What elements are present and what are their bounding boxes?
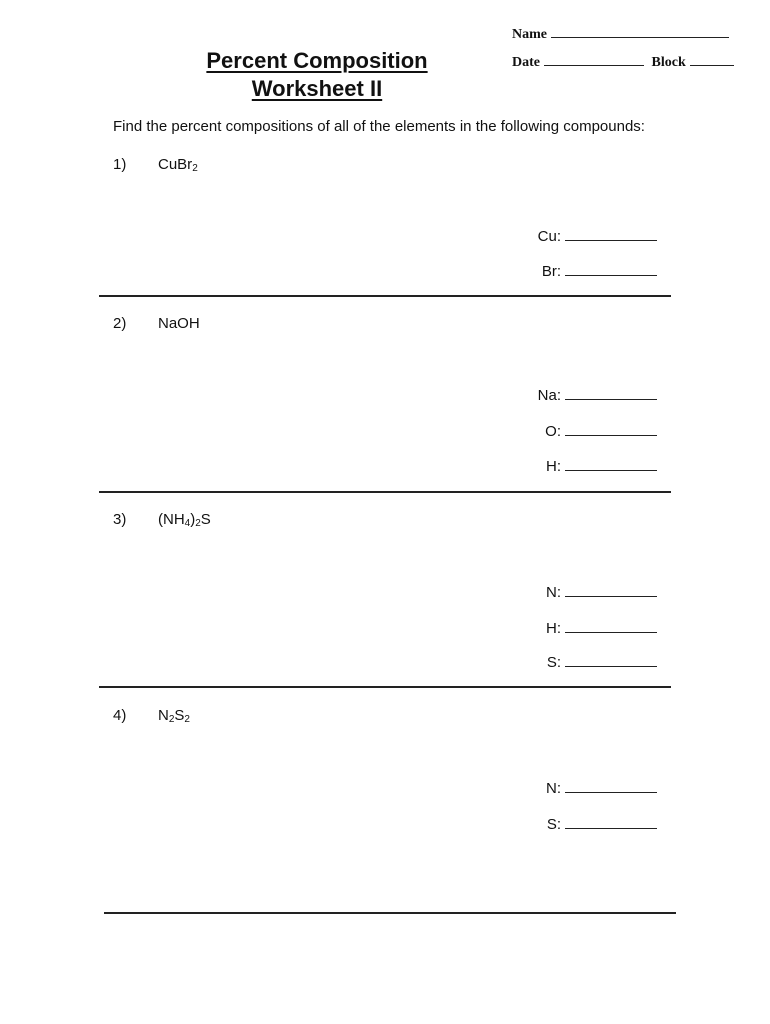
problem-3-answer-n[interactable]: N:: [546, 583, 657, 601]
problem-2-number: 2): [113, 315, 127, 332]
name-field[interactable]: [512, 25, 729, 43]
block-blank[interactable]: [690, 53, 734, 66]
problem-4-formula: $N_2S_2$: [158, 707, 190, 725]
problem-4-answer-s[interactable]: S:: [547, 815, 657, 833]
problem-1-answer-br[interactable]: Br:: [542, 262, 657, 280]
problem-1-formula: CuBr$_2$: [158, 156, 198, 174]
problem-2-formula: NaOH: [158, 315, 200, 332]
divider-bottom: [104, 912, 676, 914]
name-blank[interactable]: [551, 25, 729, 38]
block-label: Block: [651, 55, 686, 70]
divider-1: [99, 295, 671, 297]
instructions: Find the percent compositions of all of the elements in the following compounds:: [113, 118, 645, 135]
name-label: Name: [512, 27, 547, 42]
problem-2-answer-na[interactable]: Na:: [538, 386, 657, 404]
divider-2: [99, 491, 671, 493]
problem-3-answer-s[interactable]: S:: [547, 653, 657, 671]
problem-1-number: 1): [113, 156, 127, 173]
problem-3-answer-h[interactable]: H:: [546, 619, 657, 637]
problem-3-formula: $(NH_4)_2S$: [158, 511, 211, 529]
divider-3: [99, 686, 671, 688]
problem-2-answer-h[interactable]: H:: [546, 457, 657, 475]
problem-4-answer-n[interactable]: N:: [546, 779, 657, 797]
problem-1-answer-cu[interactable]: Cu:: [538, 227, 657, 245]
problem-3-number: 3): [113, 511, 127, 528]
page-title: Percent Composition: [206, 48, 428, 73]
problem-2-answer-o[interactable]: O:: [545, 422, 657, 440]
problem-4-number: 4): [113, 707, 127, 724]
date-label: Date: [512, 55, 540, 70]
page-subtitle: Worksheet II: [251, 76, 383, 101]
